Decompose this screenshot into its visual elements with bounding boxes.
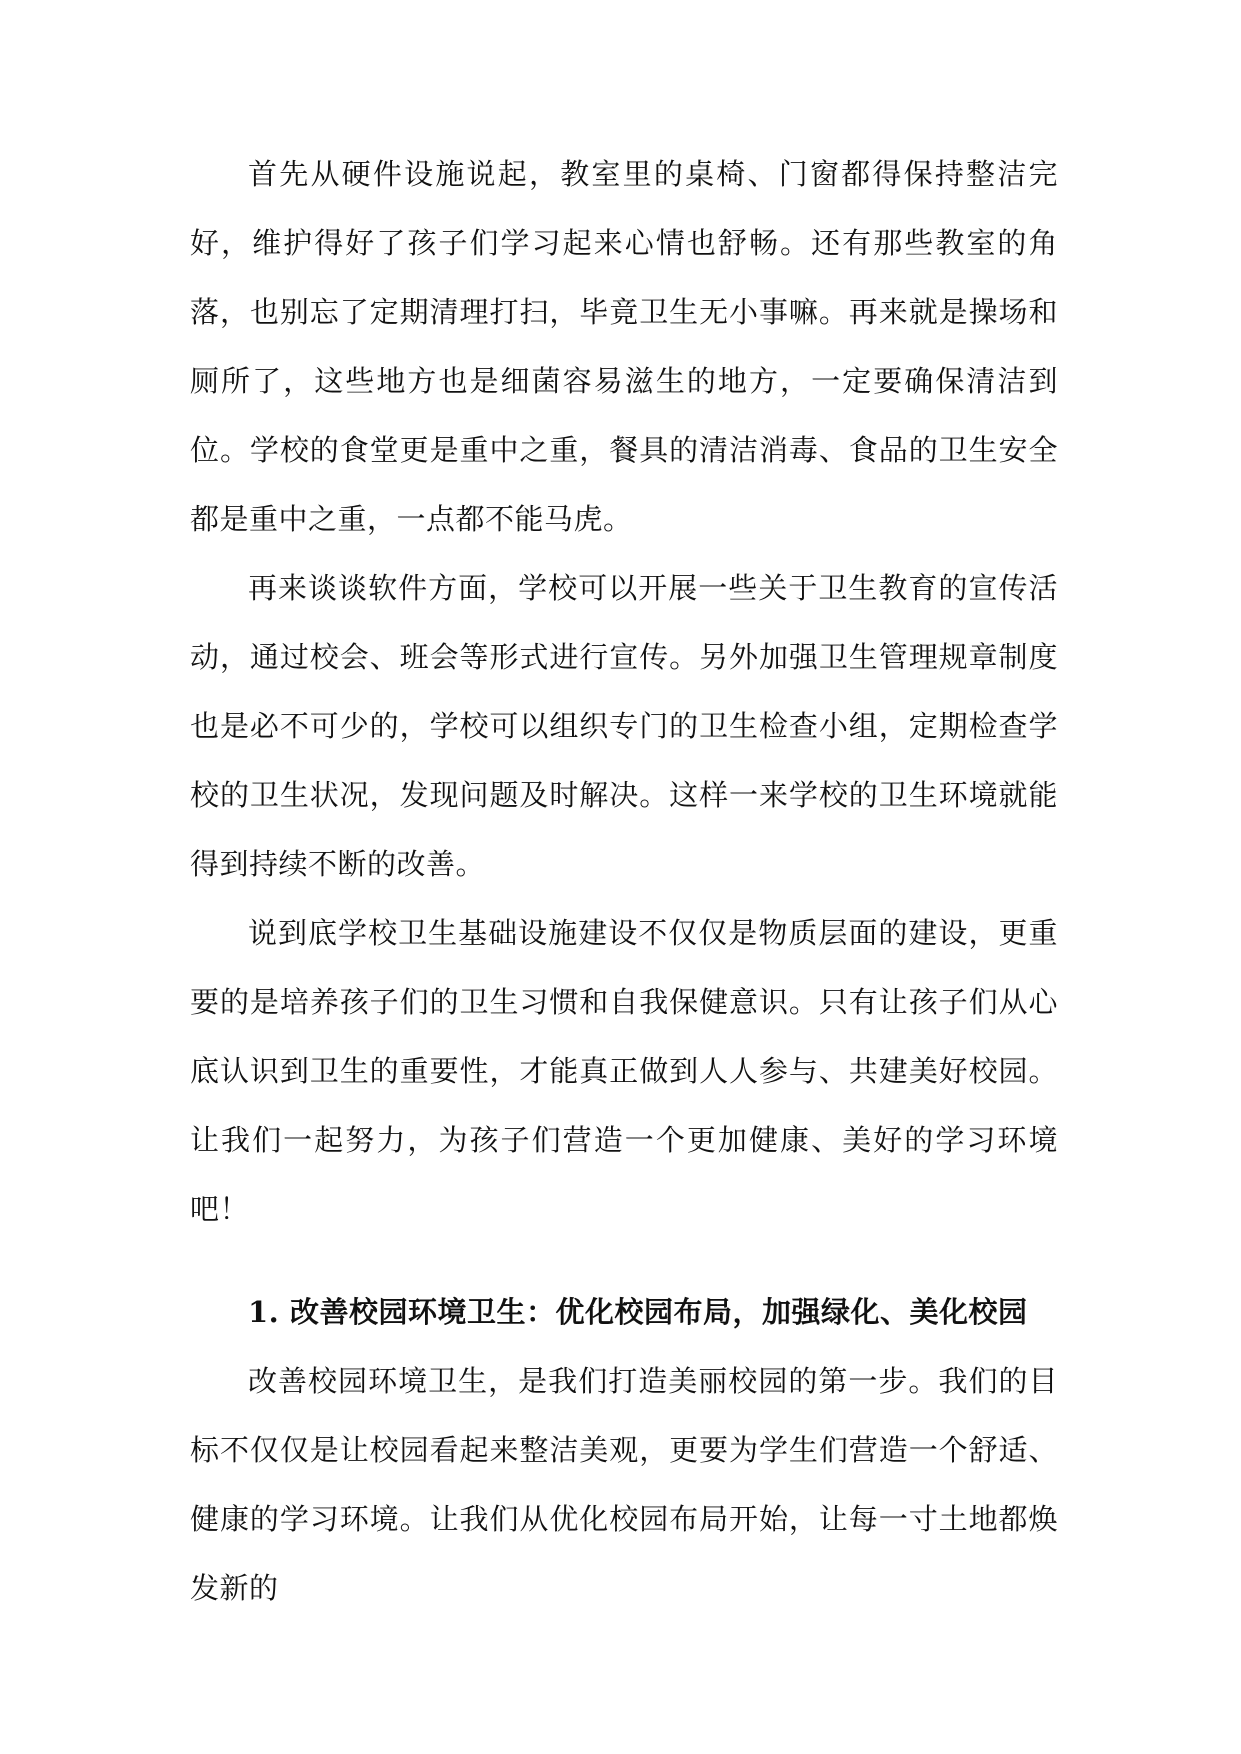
paragraph-section-intro: 改善校园环境卫生，是我们打造美丽校园的第一步。我们的目标不仅仅是让校园看起来整洁美观，更要为学生们营造一个舒适、健康的学习环境。让我们从优化校园布局开始，让每一寸土地都焕发新的	[190, 1364, 1058, 1605]
paragraph-software: 再来谈谈软件方面，学校可以开展一些关于卫生教育的宣传活动，通过校会、班会等形式进行宣传。另外加强卫生管理规章制度也是必不可少的，学校可以组织专门的卫生检查小组，定期检查学校的卫生状况，发现问题及时解决。这样一来学校的卫生环境就能得到持续不断的改善。	[190, 571, 1058, 881]
section-title: 改善校园环境卫生：优化校园布局，加强绿化、美化校园	[290, 1295, 1028, 1329]
section-heading	[190, 1278, 1058, 1347]
paragraph-hardware: 首先从硬件设施说起，教室里的桌椅、门窗都得保持整洁完好，维护得好了孩子们学习起来心情也舒畅。还有那些教室的角落，也别忘了定期清理打扫，毕竟卫生无小事嘛。再来就是操场和厕所了，这些地方也是细菌容易滋生的地方，一定要确保清洁到位。学校的食堂更是重中之重，餐具的清洁消毒、食品的卫生安全都是重中之重，一点都不能马虎。	[190, 157, 1058, 536]
paragraph-conclusion: 说到底学校卫生基础设施建设不仅仅是物质层面的建设，更重要的是培养孩子们的卫生习惯和自我保健意识。只有让孩子们从心底认识到卫生的重要性，才能真正做到人人参与、共建美好校园。让我们一起努力，为孩子们营造一个更加健康、美好的学习环境吧！	[190, 916, 1058, 1226]
section-number: 1.	[248, 1295, 280, 1329]
document-body	[190, 140, 1058, 1623]
